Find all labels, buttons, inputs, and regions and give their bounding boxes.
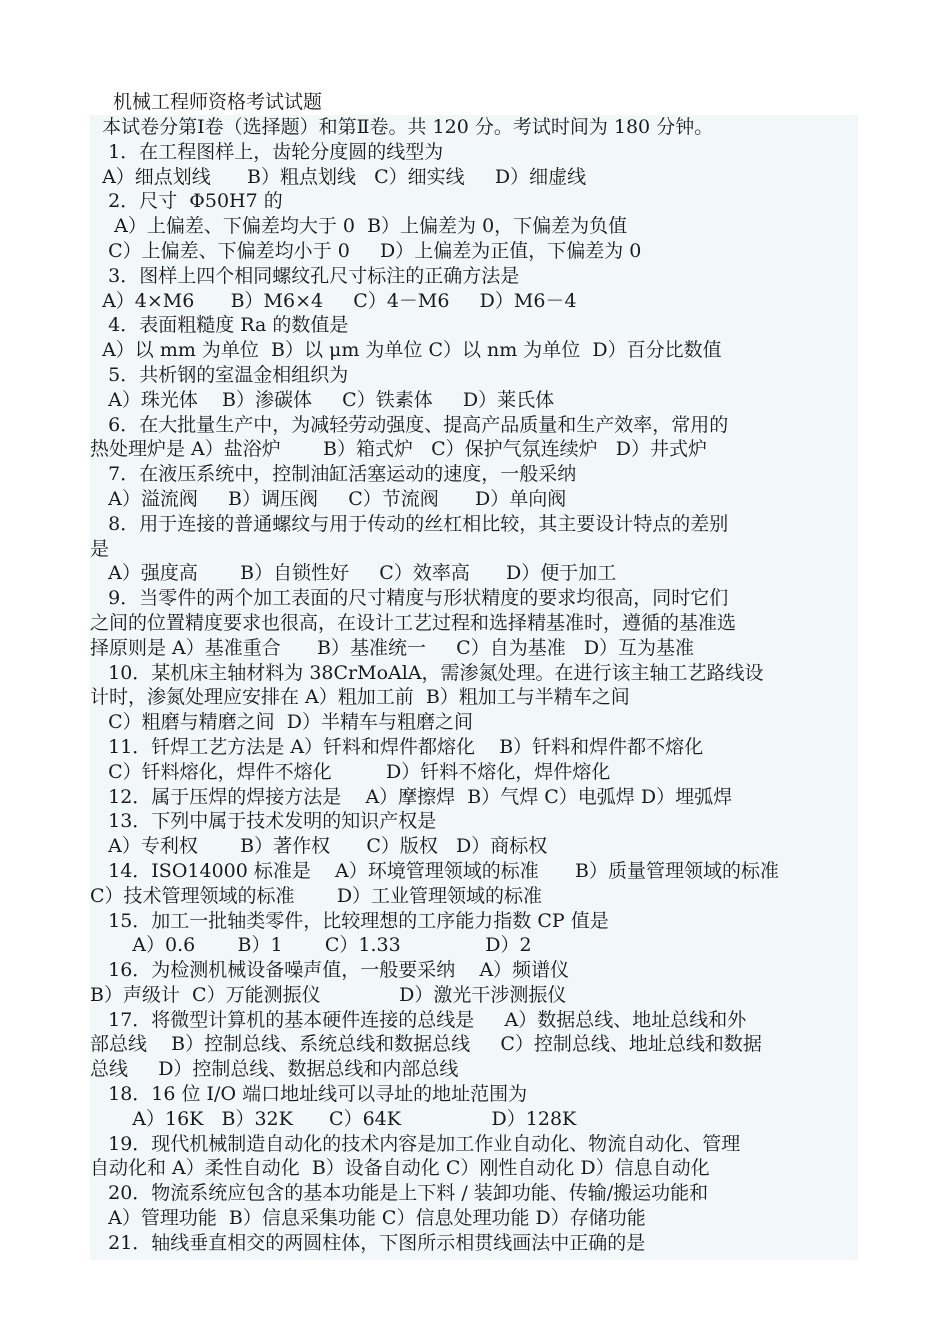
text-line: A）4×M6 B）M6×4 C）4－M6 D）M6－4 [90,289,577,312]
text-line: 7．在液压系统中，控制油缸活塞运动的速度，一般采纳 [90,463,577,486]
text-line: B）声级计 C）万能测振仪 D）激光干涉测振仪 [90,983,567,1006]
text-line: 计时，渗氮处理应安排在 A）粗加工前 B）粗加工与半精车之间 [90,686,630,709]
text-line: A）专利权 B）著作权 C）版权 D）商标权 [90,835,548,858]
text-line: 2．尺寸 Φ50H7 的 [90,190,283,213]
text-line: 4．表面粗糙度 Ra 的数值是 [90,314,349,337]
text-line: C）钎料熔化，焊件不熔化 D）钎料不熔化，焊件熔化 [90,760,611,783]
text-line: 19．现代机械制造自动化的技术内容是加工作业自动化、物流自动化、管理 [90,1132,741,1155]
text-line: 20．物流系统应包含的基本功能是上下料 / 装卸功能、传输/搬运功能和 [90,1182,709,1205]
text-line: 部总线 B）控制总线、系统总线和数据总线 C）控制总线、地址总线和数据 [90,1033,762,1056]
text-line: A）以 mm 为单位 B）以 μm 为单位 C）以 nm 为单位 D）百分比数值 [90,339,722,362]
text-line: 6．在大批量生产中，为减轻劳动强度、提高产品质量和生产效率，常用的 [90,413,729,436]
text-line: A）细点划线 B）粗点划线 C）细实线 D）细虚线 [90,165,587,188]
text-line: 是 [90,537,110,560]
text-line: 热处理炉是 A）盐浴炉 B）箱式炉 C）保护气氛连续炉 D）井式炉 [90,438,708,461]
text-line: A）上偏差、下偏差均大于 0 B）上偏差为 0，下偏差为负值 [90,215,628,238]
text-line: 9．当零件的两个加工表面的尺寸精度与形状精度的要求均很高，同时它们 [90,587,729,610]
document-body [90,115,858,1260]
text-line: A）强度高 B）自锁性好 C）效率高 D）便于加工 [90,562,617,585]
text-line: A）16K B）32K C）64K D）128K [90,1107,577,1130]
text-line: 3．图样上四个相同螺纹孔尺寸标注的正确方法是 [90,264,520,287]
text-line: 择原则是 A）基准重合 B）基准统一 C）自为基准 D）互为基准 [90,636,695,659]
text-line: 1．在工程图样上，齿轮分度圆的线型为 [90,140,444,163]
text-line: 21．轴线垂直相交的两圆柱体，下图所示相贯线画法中正确的是 [90,1231,646,1254]
text-line: 12．属于压焊的焊接方法是 A）摩擦焊 B）气焊 C）电弧焊 D）埋弧焊 [90,785,733,808]
text-line: A）管理功能 B）信息采集功能 C）信息处理功能 D）存储功能 [90,1207,646,1230]
document-title: 机械工程师资格考试试题 [113,91,323,113]
text-line: C）粗磨与精磨之间 D）半精车与粗磨之间 [90,711,473,734]
text-line: 16．为检测机械设备噪声值，一般要采纳 A）频谱仪 [90,959,570,982]
text-line: 之间的位置精度要求也很高，在设计工艺过程和选择精基准时，遵循的基准选 [90,611,737,634]
text-line: 自动化和 A）柔性自动化 B）设备自动化 C）刚性自动化 D）信息自动化 [90,1157,710,1180]
text-line: C）上偏差、下偏差均小于 0 D）上偏差为正值，下偏差为 0 [90,239,642,262]
text-line: 17．将微型计算机的基本硬件连接的总线是 A）数据总线、地址总线和外 [90,1008,747,1031]
text-line: 8．用于连接的普通螺纹与用于传动的丝杠相比较，其主要设计特点的差别 [90,512,729,535]
text-line: 10．某机床主轴材料为 38CrMoAlA，需渗氮处理。在进行该主轴工艺路线设 [90,661,764,684]
text-line: 14．ISO14000 标准是 A）环境管理领域的标准 B）质量管理领域的标准 [90,859,779,882]
text-line: A）0.6 B）1 C）1.33 D）2 [90,934,532,957]
text-line: A）溢流阀 B）调压阀 C）节流阀 D）单向阀 [90,487,567,510]
text-line: A）珠光体 B）渗碳体 C）铁素体 D）莱氏体 [90,388,555,411]
text-line: 13．下列中属于技术发明的知识产权是 [90,810,437,833]
text-line: 5．共析钢的室温金相组织为 [90,363,349,386]
text-line: 18．16 位 I/O 端口地址线可以寻址的地址范围为 [90,1083,528,1106]
text-line: 15．加工一批轴类零件，比较理想的工序能力指数 CP 值是 [90,909,609,932]
text-line: C）技术管理领域的标准 D）工业管理领域的标准 [90,884,543,907]
text-line: 11．钎焊工艺方法是 A）钎料和焊件都熔化 B）钎料和焊件都不熔化 [90,735,704,758]
text-line: 总线 D）控制总线、数据总线和内部总线 [90,1058,459,1081]
text-line: 本试卷分第Ⅰ卷（选择题）和第Ⅱ卷。共 120 分。考试时间为 180 分钟。 [90,116,714,138]
